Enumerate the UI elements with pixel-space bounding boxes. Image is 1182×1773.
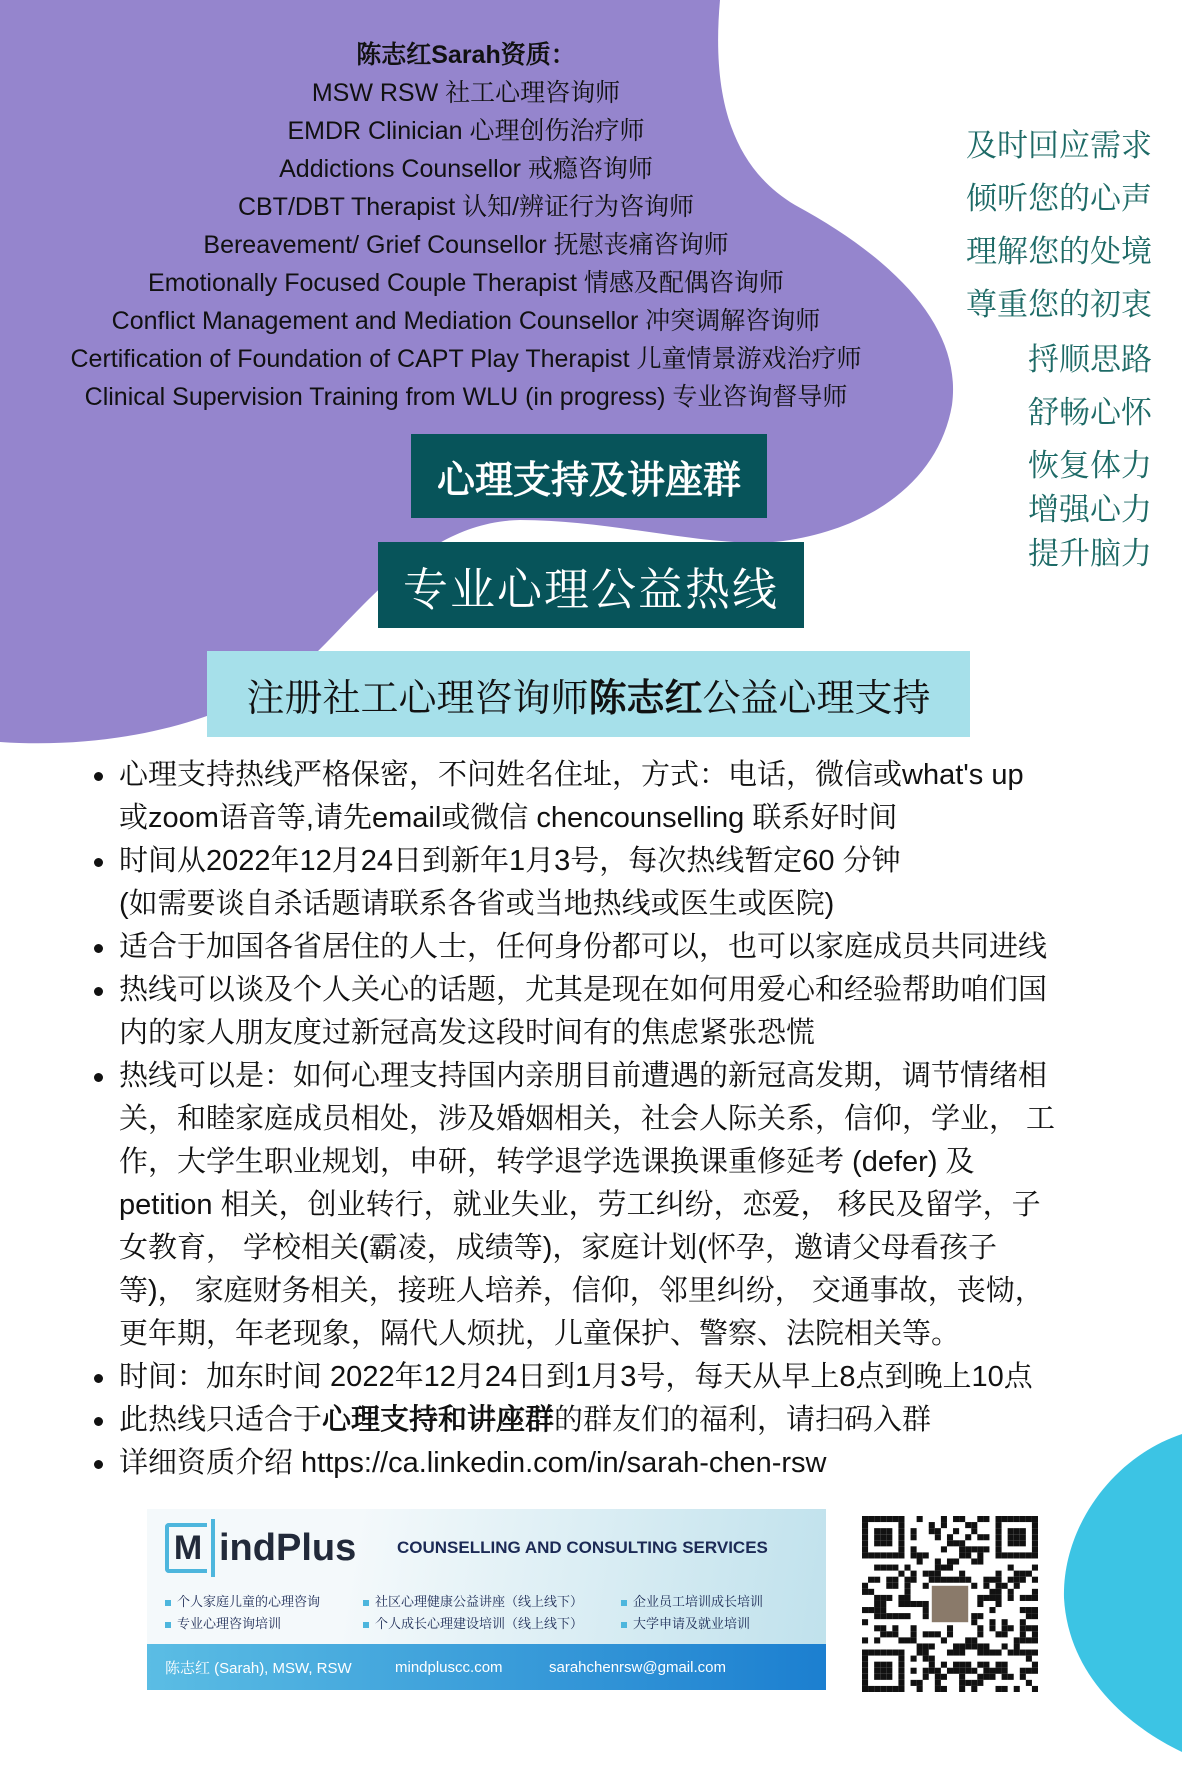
qr-code-icon[interactable] (862, 1516, 1038, 1692)
line: 内的家人朋友度过新冠高发这段时间有的焦虑紧张恐慌 (119, 1017, 816, 1049)
info-list (119, 754, 1055, 1485)
qualification-item: Emotionally Focused Couple Therapist 情感及配偶咨询师 (148, 269, 784, 297)
hotline-label: 专业心理公益热线 (378, 542, 804, 628)
feature: 专业心理咨询培训 (165, 1613, 281, 1632)
line: 热线可以是：如何心理支持国内亲朋目前遭遇的新冠高发期，调节情绪相 (119, 1060, 1048, 1092)
list-item (119, 926, 1055, 969)
line: 时间：加东时间 2022年12月24日到1月3号，每天从早上8点到晚上10点 (119, 1361, 1033, 1393)
qualification-item: Certification of Foundation of CAPT Play Therapist 儿童情景游戏治疗师 (70, 345, 862, 373)
line: 关，和睦家庭成员相处，涉及婚姻相关，社会人际关系，信仰，学业， 工 (119, 1103, 1056, 1135)
qualification-item: Bereavement/ Grief Counsellor 抚慰丧痛咨询师 (203, 231, 729, 259)
line: 时间从2022年12月24日到新年1月3号，每次热线暂定60 分钟 (119, 845, 901, 877)
feature: 大学申请及就业培训 (621, 1613, 750, 1632)
slogan: 倾听您的心声 (966, 181, 1152, 216)
list-item[interactable] (119, 1442, 1055, 1485)
line-part: 的群友们的福利，请扫码入群 (554, 1404, 932, 1436)
cyan-blob (1064, 1434, 1182, 1752)
line: 作，大学生职业规划，申研，转学退学选课换课重修延考 (defer) 及 (119, 1146, 975, 1178)
qualifications (0, 36, 932, 416)
line: 适合于加国各省居住的人士，任何身份都可以，也可以家庭成员共同进线 (119, 931, 1048, 963)
group-label: 心理支持及讲座群 (411, 434, 767, 518)
line: 热线可以谈及个人关心的话题，尤其是现在如何用爱心和经验帮助咱们国 (119, 974, 1048, 1006)
list-item (119, 754, 1055, 840)
slogan: 及时回应需求 (966, 128, 1152, 163)
slogan: 理解您的处境 (966, 234, 1152, 269)
qualification-item: EMDR Clinician 心理创伤治疗师 (287, 117, 645, 145)
services-tagline: COUNSELLING AND CONSULTING SERVICES (397, 1538, 768, 1557)
line: 女教育， 学校相关(霸凌，成绩等)，家庭计划(怀孕，邀请父母看孩子 (119, 1232, 998, 1264)
line: petition 相关，创业转行，就业失业，劳工纠纷，恋爱， 移民及留学，子 (119, 1189, 1041, 1221)
feature: 个人家庭儿童的心理咨询 (165, 1591, 320, 1610)
qualifications-title: 陈志红Sarah资质： (356, 41, 576, 69)
list-item (119, 1356, 1055, 1399)
slogan: 恢复体力 (1028, 448, 1152, 483)
contact-name: 陈志红 (Sarah), MSW, RSW (165, 1659, 352, 1677)
slogan: 提升脑力 (1028, 536, 1152, 571)
list-item (119, 1399, 1055, 1442)
list-item (119, 840, 1055, 926)
title-part: 公益心理支持 (702, 677, 931, 720)
website-link[interactable]: mindpluscc.com (395, 1658, 503, 1676)
logo-text: indPlus (219, 1526, 357, 1569)
mindplus-logo (165, 1519, 356, 1577)
slogan: 舒畅心怀 (1028, 395, 1152, 430)
email-link[interactable]: sarahchenrsw@gmail.com (549, 1658, 726, 1676)
mindplus-banner (147, 1509, 826, 1690)
line: 或zoom语音等,请先email或微信 chencounselling 联系好时间 (119, 802, 898, 834)
title-name: 陈志红 (588, 677, 703, 720)
slogan: 捋顺思路 (1028, 342, 1152, 377)
logo-m: M (165, 1523, 207, 1573)
slogan: 增强心力 (1028, 492, 1152, 527)
slogan: 尊重您的初衷 (966, 287, 1152, 322)
qualification-item: MSW RSW 社工心理咨询师 (311, 79, 621, 107)
linkedin-link[interactable]: 详细资质介绍 https://ca.linkedin.com/in/sarah-chen-rsw (119, 1447, 827, 1479)
qualification-item: CBT/DBT Therapist 认知/辨证行为咨询师 (237, 193, 695, 221)
qualification-item: Conflict Management and Mediation Counsellor 冲突调解咨询师 (111, 307, 821, 335)
service-title (207, 651, 970, 737)
line-part: 此热线只适合于 (119, 1404, 323, 1436)
line: 等)， 家庭财务相关，接班人培养，信仰，邻里纠纷， 交通事故，丧恸， (119, 1275, 1044, 1307)
feature: 社区心理健康公益讲座（线上线下） (363, 1591, 583, 1610)
qualification-item: Clinical Supervision Training from WLU (in progress) 专业咨询督导师 (84, 383, 848, 411)
feature: 企业员工培训成长培训 (621, 1591, 763, 1610)
qualification-item: Addictions Counsellor 戒瘾咨询师 (279, 155, 653, 183)
contact-bar (147, 1644, 826, 1690)
list-item (119, 969, 1055, 1055)
line: 心理支持热线严格保密，不问姓名住址，方式：电话，微信或what's up (119, 759, 1024, 791)
list-item (119, 1055, 1055, 1356)
feature: 个人成长心理建设培训（线上线下） (363, 1613, 583, 1632)
line: (如需要谈自杀话题请联系各省或当地热线或医生或医院) (119, 888, 835, 920)
group-name: 心理支持和讲座群 (322, 1404, 555, 1436)
title-part: 注册社工心理咨询师 (246, 677, 589, 720)
line: 更年期，年老现象，隔代人烦扰，儿童保护、警察、法院相关等。 (119, 1318, 961, 1350)
